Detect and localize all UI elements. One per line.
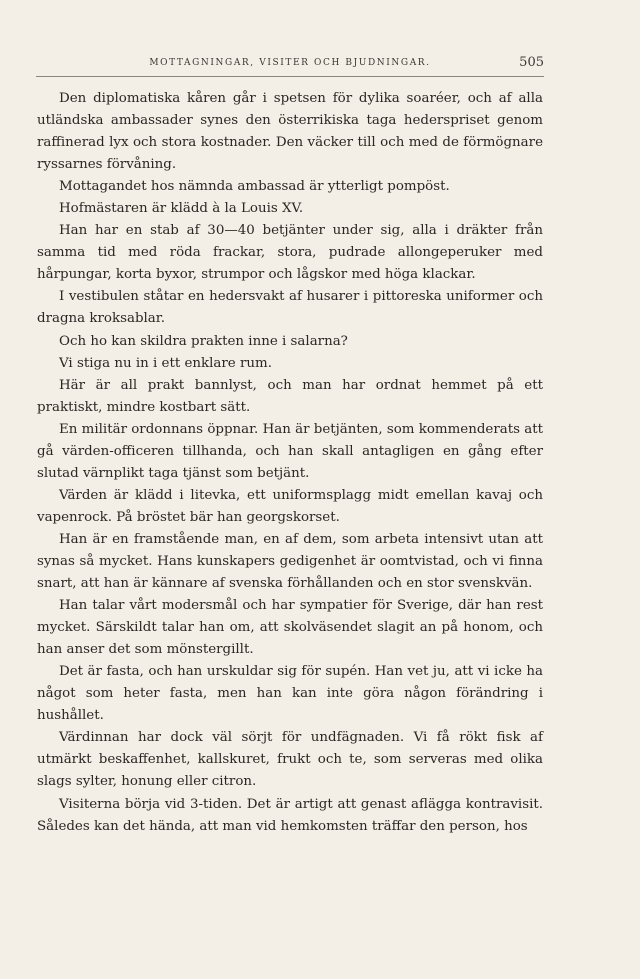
page-header (36, 55, 544, 77)
paragraph: En militär ordonnans öppnar. Han är betjänten, som kommenderats att gå värden-officeren tillhanda, och han skall antagligen en gång efter slutad värnplikt taga tjänst som betjänt. (37, 421, 543, 481)
page-number: 505 (519, 55, 544, 70)
paragraph: Det är fasta, och han urskuldar sig för supén. Han vet ju, att vi icke ha något som heter fasta, men han kan inte göra någon förändring i hushållet. (37, 664, 543, 724)
paragraph: Här är all prakt bannlyst, och man har ordnat hemmet på ett praktiskt, mindre kostbart sätt. (37, 377, 543, 415)
running-title: MOTTAGNINGAR, VISITER OCH BJUDNINGAR. (149, 58, 431, 68)
paragraph: Den diplomatiska kåren går i spetsen för dylika soaréer, och af alla utländska ambassader synes den österrikiska taga hederspriset genom raffinerad lyx och stora kostnader. Den väcker till och med de förmögnare ryssarnes förvåning. (37, 91, 543, 173)
paragraph: Hofmästaren är klädd à la Louis XV. (59, 201, 304, 217)
paragraph: I vestibulen ståtar en hedersvakt af husarer i pittoreska uniformer och dragna kroksablar. (37, 289, 543, 327)
paragraph: Värden är klädd i litevka, ett uniformsplagg midt emellan kavaj och vapenrock. På bröstet bär han georgskorset. (37, 487, 543, 525)
paragraph: Han har en stab af 30—40 betjänter under sig, alla i dräkter från samma tid med röda frackar, stora, pudrade allongeperuker med hårpungar, korta byxor, strumpor och lågskor med höga klackar. (37, 223, 543, 283)
paragraph: Mottagandet hos nämnda ambassad är ytterligt pompöst. (59, 179, 450, 195)
paragraph: Vi stiga nu in i ett enklare rum. (59, 355, 272, 371)
paragraph: Han talar vårt modersmål och har sympatier för Sverige, där han rest mycket. Särskildt talar han om, att skolväsendet slagit an på honom, och han anser det som mönstergillt. (37, 598, 543, 658)
body-text (37, 88, 543, 838)
paragraph: Han är en framstående man, en af dem, som arbeta intensivt utan att synas så mycket. Hans kunskapers gedigenhet är oomtvistad, och vi finna snart, att han är kännare af svenska förhållanden och en stor svenskvän. (37, 531, 543, 592)
paragraph: Visiterna börja vid 3-tiden. Det är artigt att genast aflägga kontravisit. Således kan det hända, att man vid hemkomsten träffar den person, hos (37, 796, 543, 834)
paragraph: Värdinnan har dock väl sörjt för undfägnaden. Vi få rökt fisk af utmärkt beskaffenhet, kallskuret, frukt och te, som serveras med olika slags sylter, honung eller citron. (37, 730, 543, 790)
paragraph: Och ho kan skildra prakten inne i salarna? (59, 333, 348, 349)
